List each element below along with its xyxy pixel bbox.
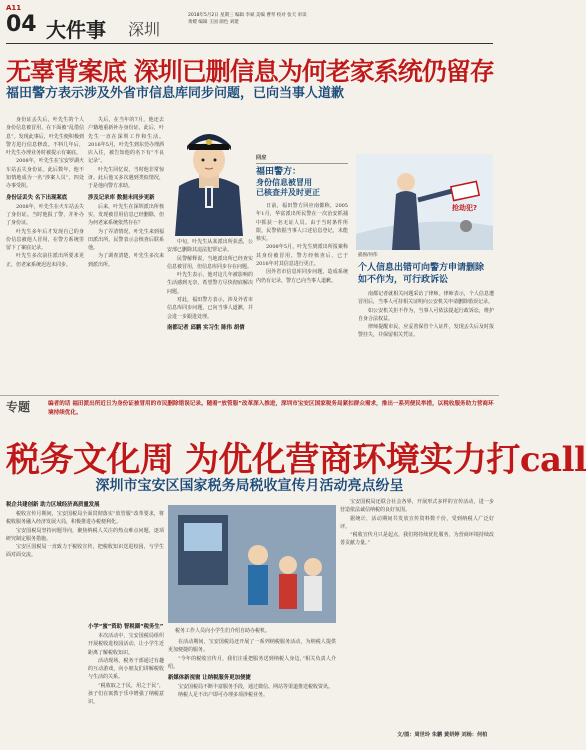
special-column-2 (88, 620, 164, 740)
paragraph: “税收宣传月只是起点，我们将持续优化服务，为营商环境持续改善贡献力量。” (340, 532, 494, 547)
reporter-byline: 南都记者 邱鹏 实习生 陈伟 胡倩 (167, 324, 245, 331)
paragraph: 民警解释说，当地派出所已经查实信息被冒用，但信息库同步存在问题。 (167, 255, 253, 270)
right-column-heading (358, 262, 494, 286)
special-headline: 税务文化周 为优化营商环境实力打call (6, 440, 586, 480)
kids-photo (168, 505, 336, 623)
paragraph: 叶先生表示，他对这几年被影响的生活感到无奈，希望警方尽快彻底解决问题。 (167, 272, 253, 295)
article-column-2 (88, 116, 164, 391)
paragraph: 律师提醒市民，应妥善保管个人证件，发现丢失后及时报警挂失，并保留相关凭证。 (358, 324, 494, 339)
paragraph: 税收宣传月期间，宝安国税局全面贯彻落实“放管服”改革要求，将税收服务融入经济发展大局，积极推进办税便利化。 (6, 511, 164, 526)
section-heading: 身份证丢失 名下出现案底 (6, 194, 68, 201)
cartoon-illustration (356, 154, 493, 250)
paragraph: 中旬，叶先生从某派出所获悉，公安部已删除其违法犯罪记录。 (167, 239, 253, 254)
paragraph: 宝安国税局还联合社会各界，开展形式多样的宣传活动，进一步营造依法诚信纳税的良好氛围。 (340, 499, 494, 514)
sidebar-label: 回应 (256, 154, 348, 164)
paragraph: 宝安国税局不断丰富服务手段，通过微信、网站等渠道推送税收资讯。 (178, 684, 334, 691)
edition-tag: A11 (6, 4, 22, 12)
article-column-3 (167, 238, 253, 391)
sidebar-body (256, 202, 348, 377)
paragraph: 因外省市信息库同步问题，造成系统内仍有记录，警方已向当事人道歉。 (256, 269, 348, 284)
masthead-meta: 2018年5月2日 星期三 编辑 李斌 美编 曹琴 校对 张天 审读 黄嫒 编辑 王国 颜色 刘建 (188, 13, 307, 25)
editor-note: 编者的话 福田派出所近日为身份证被冒用的市民删除错误记录。随着“放管服”改革深入推进，深圳市宝安区国家税务局紧扣群众需求，推出一系列便民举措，以税收服务助力营商环境持续优化。 (48, 401, 494, 416)
special-column-4 (340, 498, 494, 728)
main-subheadline: 福田警方表示涉及外省市信息库同步问题，已向当事人道歉 (6, 86, 345, 101)
paragraph: 为了调查清楚，叶先生多次来到派出所。 (88, 253, 164, 268)
paragraph: “今年的税收宣传月，我们注重把服务送到纳税人身边，”相关负责人介绍。 (168, 655, 336, 670)
right-heading-line1: 个人信息出错可向警方申请删除 (358, 263, 485, 273)
response-sidebar (256, 154, 348, 390)
section-title: 大件事 (46, 18, 106, 42)
paragraph: 如公安机关拒不作为，当事人可依法提起行政诉讼，维护自身合法权益。 (358, 307, 494, 322)
section-heading: 新媒体新视窗 让纳税服务更加便捷 (168, 675, 251, 682)
paragraph: 2008年，叶先生在宝安罗湖火车站丢失身份证。此后数年，他不知情地成为一名“涉案人员”，四处办事受阻。 (6, 158, 84, 190)
paragraph: 叶先生多年后才发现自己的身份信息被他人冒用，在警方系统里留下了案底记录。 (6, 228, 84, 252)
paragraph: 对此，福田警方表示，涉及外省市信息库同步问题，已向当事人道歉，并会进一步跟进处理。 (167, 297, 253, 320)
paragraph: “税收取之于民，用之于民”，孩子们在寓教于乐中增强了纳税意识。 (88, 682, 164, 706)
illustration-credit: 插图/何伟 (358, 253, 378, 258)
article-column-1 (6, 116, 84, 391)
paragraph: 宝安区国税局一直致力于税收宣传，把税收知识送进校园，与学生面对面交流。 (6, 544, 164, 559)
section-heading: 小学“蜜”资助 智税圈“税务生” (88, 624, 164, 630)
section-heading: 涉及记录库 数据未同步更新 (88, 194, 155, 201)
right-heading-line2: 如不作为，可行政诉讼 (358, 275, 449, 285)
paragraph: 纳税人足不出户即可办理多项涉税业务。 (178, 692, 269, 699)
paragraph: 为了弄清情况，叶先生来到福田派出所，民警表示会核查后联系他。 (88, 228, 164, 252)
main-headline: 无辜背案底 深圳已删信息为何老家系统仍留存 (6, 57, 494, 86)
paragraph: 叶先生多次前往派出所要求更正，但老家系统迟迟未同步。 (6, 253, 84, 268)
section-city: 深圳 (128, 20, 161, 39)
paragraph: 本次活动中，宝安国税局组织开展税收进校园活动，让小学生近距离了解税收知识。 (88, 633, 164, 656)
paragraph: 在活动期间，宝安国税局还开展了一系列纳税服务活动，为纳税人提供更加便捷的服务。 (168, 639, 336, 654)
sidebar-title-line3: 已核查并及时更正 (256, 188, 320, 197)
paragraph: 活动现场，税务干部通过有趣的互动游戏，向小朋友们讲解税收与生活的关系。 (88, 657, 164, 681)
special-subheadline: 深圳市宝安区国家税务局税收宣传月活动亮点纷呈 (95, 478, 404, 494)
paragraph: 失后，在当年的7月，他还去户籍地重新补办身份证，此后，叶先生一直在深圳工作和生活。2016年5月，叶先生到东莞办理酒店入住，被告知他的名下有“不良记录”。 (88, 117, 164, 165)
paragraph: 后来，叶先生在深圳派出所核实，发现被冒用信息已经删除，但为何老家系统依然存在？ (88, 203, 164, 227)
sidebar-title: 福田警方： (256, 167, 302, 177)
photo-caption: 税务工作人员向小学生们介绍自助办税机。 (175, 628, 271, 634)
section-heading: 税企共建创新 助力区域经济高质量发展 (6, 502, 100, 508)
paragraph: 身份证丢失后，叶先生的个人身份信息被冒用，在下面被“乱借信息”。发现此事后，叶先生便积极到警方进行信息修改。不料几年后，叶先生办理业务时被提示有案底。 (6, 117, 84, 157)
paragraph: 日前，福田警方回应南都称，2005年1月，华富派出所民警在一次治安抓捕中抓获一名无证人员。由于当时条件所限，民警依据当事人口述信息登记，未能核实。 (256, 203, 348, 243)
special-column-3 (168, 638, 336, 743)
page-number: 04 (6, 12, 37, 37)
right-article-column (358, 290, 494, 390)
special-label: 专题 (6, 400, 31, 414)
paragraph: 2008年，叶先生在火车站丢失了身份证。当时他报了警，并补办了身份证。 (6, 203, 84, 227)
police-officer-illustration (165, 116, 253, 236)
paragraph: 据统计，活动期间共发放宣传资料数千份，受到纳税人广泛好评。 (340, 515, 494, 530)
paragraph: 南都记者就相关问题采访了律师。律师表示，个人信息遭冒用后，当事人可持相关证明向公安机关申请删除错误记录。 (358, 291, 494, 306)
paragraph: 叶先生回忆说，当时他非常惊讶。此后他又多次遇到类似情况，于是他向警方求助。 (88, 166, 164, 190)
special-credit: 文/图：周世玲 朱鹏 黄妍婷 刘杨：何柏 (397, 732, 488, 738)
section-divider (0, 395, 499, 396)
page-header (6, 2, 493, 44)
paragraph: 2008年5月，叶先生到派出所报案称其身份被冒用。警方经核查后，已于2016年对其信息进行更正。 (256, 244, 348, 268)
sidebar-title-line2: 身份信息被冒用 (256, 178, 312, 187)
paragraph: 宝安国税局坚持问题导向，聚焦纳税人关注的热点难点问题，逐项研究制定服务措施。 (6, 527, 164, 542)
svg-text:抢劫犯?: 抢劫犯? (452, 204, 478, 212)
